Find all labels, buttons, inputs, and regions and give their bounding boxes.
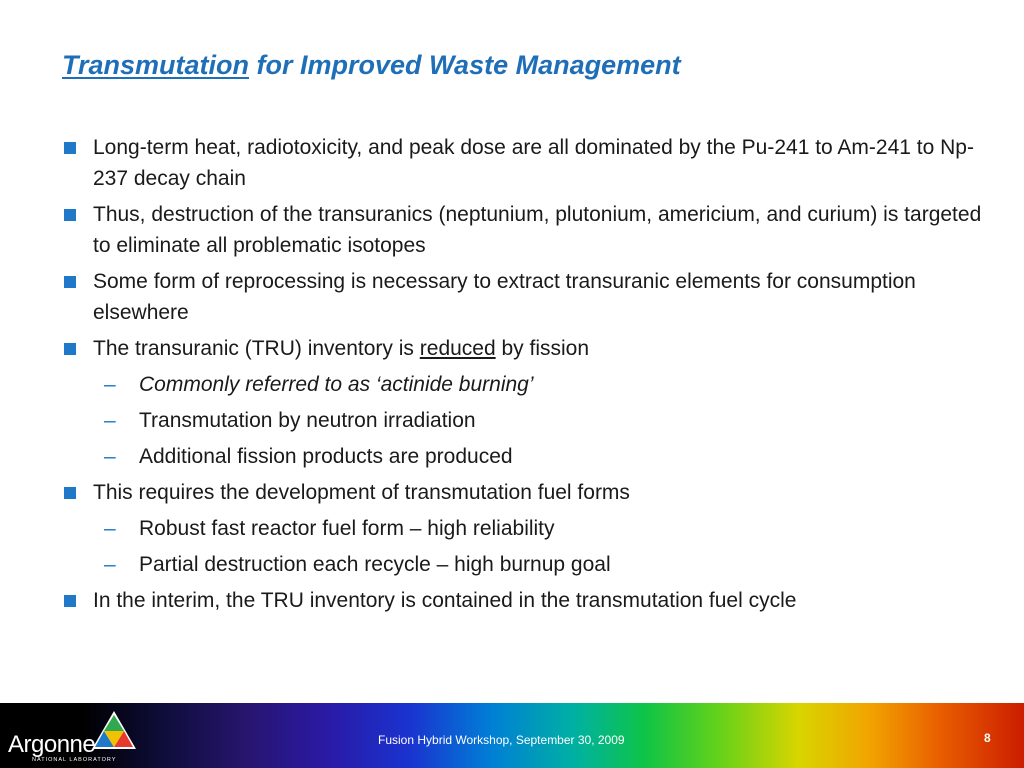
bullet-text-post: by fission (495, 337, 590, 360)
logo-wordmark: Argonne (8, 731, 96, 758)
bullet-item (62, 477, 982, 508)
square-bullet-icon (64, 595, 76, 607)
square-bullet-icon (64, 487, 76, 499)
bullet-item (62, 333, 982, 364)
argonne-logo (8, 709, 138, 765)
sub-bullet-text: Transmutation by neutron irradiation (139, 409, 476, 432)
title-rest: for Improved Waste Management (249, 50, 681, 80)
footer-caption: Fusion Hybrid Workshop, September 30, 2009 (378, 733, 625, 747)
dash-bullet-icon: – (104, 445, 116, 468)
sub-bullet-item (62, 405, 982, 436)
bullet-text: This requires the development of transmutation fuel forms (93, 481, 630, 504)
dash-bullet-icon: – (104, 373, 116, 396)
dash-bullet-icon: – (104, 409, 116, 432)
dash-bullet-icon: – (104, 553, 116, 576)
dash-bullet-icon: – (104, 517, 116, 540)
bullet-item (62, 585, 982, 616)
triangle-logo-icon (90, 709, 138, 753)
bullet-text: Long-term heat, radiotoxicity, and peak dose are all dominated by the Pu-241 to Am-241 to Np-237 decay chain (93, 136, 974, 190)
bullet-text: In the interim, the TRU inventory is contained in the transmutation fuel cycle (93, 589, 797, 612)
square-bullet-icon (64, 142, 76, 154)
bullet-item (62, 266, 982, 328)
bullet-text: Thus, destruction of the transuranics (neptunium, plutonium, americium, and curium) is targeted to eliminate all problematic isotopes (93, 203, 982, 257)
logo-subtitle: NATIONAL LABORATORY (32, 757, 117, 763)
sub-bullet-text: Additional fission products are produced (139, 445, 513, 468)
square-bullet-icon (64, 209, 76, 221)
sub-bullet-item (62, 549, 982, 580)
sub-bullet-item (62, 513, 982, 544)
bullet-list (62, 132, 982, 621)
page-number: 8 (984, 731, 991, 745)
sub-bullet-text: Commonly referred to as ‘actinide burning’ (139, 373, 534, 396)
sub-bullet-item (62, 441, 982, 472)
footer-bar (0, 703, 1024, 768)
slide-title (62, 50, 681, 81)
sub-bullet-text: Robust fast reactor fuel form – high reliability (139, 517, 555, 540)
bullet-text: Some form of reprocessing is necessary to extract transuranic elements for consumption elsewhere (93, 270, 916, 324)
sub-bullet-text: Partial destruction each recycle – high burnup goal (139, 553, 611, 576)
bullet-item (62, 199, 982, 261)
bullet-item (62, 132, 982, 194)
square-bullet-icon (64, 343, 76, 355)
square-bullet-icon (64, 276, 76, 288)
title-underlined-word: Transmutation (62, 50, 250, 80)
bullet-text-pre: The transuranic (TRU) inventory is (93, 337, 420, 360)
sub-bullet-item (62, 369, 982, 400)
bullet-underlined-word: reduced (419, 337, 496, 360)
